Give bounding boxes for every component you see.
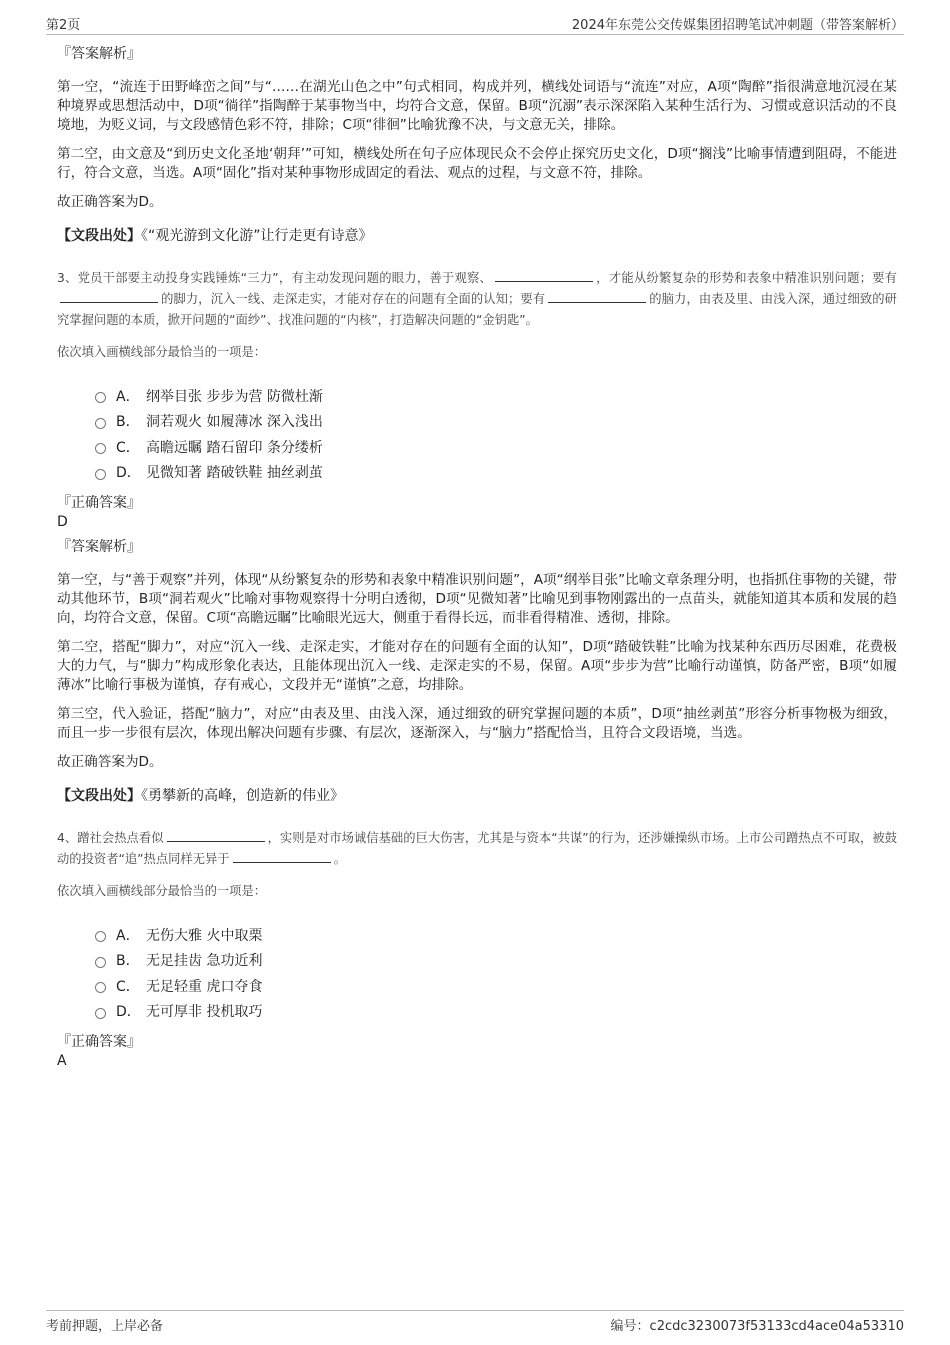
option-letter: C． <box>116 439 140 456</box>
source-label: 【文段出处】 <box>57 788 141 804</box>
q4-text-part: 4、蹭社会热点看似 <box>57 831 164 845</box>
q3-stem <box>57 268 897 331</box>
page-footer <box>46 1310 904 1333</box>
option-text: 无可厚非 投机取巧 <box>146 1004 263 1021</box>
option-letter: C． <box>116 978 140 995</box>
q2-conclusion: 故正确答案为D。 <box>57 194 163 210</box>
q4-options <box>95 922 897 1024</box>
fill-blank <box>167 829 265 842</box>
option-text: 无足轻重 虎口夺食 <box>146 978 263 995</box>
option-text: 洞若观火 如履薄冰 深入浅出 <box>146 414 323 431</box>
radio-icon[interactable] <box>95 469 106 480</box>
code-value: c2cdc3230073f53133cd4ace04a53310 <box>649 1319 904 1334</box>
radio-icon[interactable] <box>95 957 106 968</box>
q3-text-part: 的脚力，沉入一线、走深走实，才能对存在的问题有全面的认知；要有 <box>161 292 546 306</box>
page-number: 第2页 <box>46 18 81 33</box>
q4-option-d[interactable] <box>95 999 897 1025</box>
option-letter: B． <box>116 953 140 970</box>
code-label: 编号： <box>610 1319 650 1334</box>
option-text: 高瞻远瞩 踏石留印 条分缕析 <box>146 439 323 456</box>
q3-option-a[interactable] <box>95 383 897 409</box>
q3-conclusion: 故正确答案为D。 <box>57 754 163 770</box>
q2-source <box>57 226 897 246</box>
q4-answer: A <box>57 1053 67 1069</box>
q3-analysis-paragraph-2: 第二空，搭配“脚力”，对应“沉入一线、走深走实，才能对存在的问题有全面的认知”，D项“踏破铁鞋”比喻为找某种东西历尽困难，花费极大的力气，与“脚力”构成形象化表达，且能体现出沉入一线、走深走实的不易，保留。A项“步步为营”比喻行动谨慎，防备严密，B项“如履薄冰”比喻行事极为谨慎，存有戒心，文段并无“谨慎”之意，均排除。 <box>57 639 897 693</box>
q4-option-c[interactable] <box>95 973 897 999</box>
q3-analysis-paragraph-3: 第三空，代入验证，搭配“脑力”，对应“由表及里、由浅入深，通过细致的研究掌握问题的本质”，D项“抽丝剥茧”形容分析事物极为细致，而且一步一步很有层次，体现出解决问题有步骤、有层次，逐渐深入，与“脑力”搭配恰当，且符合文段语境，当选。 <box>57 706 897 741</box>
page-content <box>57 44 897 1076</box>
fill-blank <box>233 850 331 863</box>
radio-icon[interactable] <box>95 443 106 454</box>
q3-options <box>95 383 897 485</box>
radio-icon[interactable] <box>95 931 106 942</box>
option-text: 见微知著 踏破铁鞋 抽丝剥茧 <box>146 465 323 482</box>
q3-analysis-paragraph-1: 第一空，与“善于观察”并列，体现“从纷繁复杂的形势和表象中精准识别问题”，A项“纲举目张”比喻文章条理分明，也指抓住事物的关键，带动其他环节，B项“洞若观火”比喻对事物观察得十分明白透彻，D项“见微知著”比喻见到事物刚露出的一点苗头，就能知道其本质和发展的趋向，均符合文意，保留。C项“高瞻远瞩”比喻眼光远大，侧重于看得长远，而非看得精准、透彻，排除。 <box>57 572 897 626</box>
fill-blank <box>495 269 593 282</box>
q3-answer-heading: 『正确答案』 <box>57 495 141 511</box>
q3-analysis-heading: 『答案解析』 <box>57 539 141 555</box>
source-label: 【文段出处】 <box>57 228 141 244</box>
q4-option-a[interactable] <box>95 922 897 948</box>
q3-prompt: 依次填入画横线部分最恰当的一项是： <box>57 345 267 359</box>
document-title: 2024年东莞公交传媒集团招聘笔试冲刺题（带答案解析） <box>571 18 904 33</box>
fill-blank <box>548 290 646 303</box>
option-text: 无足挂齿 急功近利 <box>146 953 263 970</box>
source-title: 《“观光游到文化游”让行走更有诗意》 <box>141 228 373 244</box>
q3-text-part: 的脑力，由表及里、由浅入深，通过细致的研究掌握问题的本质，掀开问题的“面纱”、找准问题的“内核”，打造解决问题的“金钥匙”。 <box>57 292 897 327</box>
source-title: 《勇攀新的高峰，创造新的伟业》 <box>141 788 344 804</box>
option-letter: A． <box>116 388 140 405</box>
q3-option-c[interactable] <box>95 434 897 460</box>
q3-option-b[interactable] <box>95 409 897 435</box>
q2-analysis-paragraph-2: 第二空，由文意及“到历史文化圣地‘朝拜’”可知，横线处所在句子应体现民众不会停止探究历史文化，D项“搁浅”比喻事情遭到阻碍，不能进行，符合文意，当选。A项“固化”指对某种事物形成固定的看法、观点的过程，与文意不符，排除。 <box>57 146 897 181</box>
q4-text-part: 。 <box>333 852 346 866</box>
footer-slogan: 考前押题，上岸必备 <box>46 1319 164 1334</box>
radio-icon[interactable] <box>95 1008 106 1019</box>
option-text: 纲举目张 步步为营 防微杜渐 <box>146 388 323 405</box>
q3-text-part: 3、党员干部要主动投身实践锤炼“三力”，有主动发现问题的眼力，善于观察、 <box>57 271 493 285</box>
q2-analysis-heading: 『答案解析』 <box>57 46 141 62</box>
q4-option-b[interactable] <box>95 948 897 974</box>
page-header <box>46 12 904 35</box>
option-letter: B． <box>116 414 140 431</box>
q4-answer-heading: 『正确答案』 <box>57 1034 141 1050</box>
q3-source <box>57 786 897 806</box>
radio-icon[interactable] <box>95 392 106 403</box>
q4-text-part: ，实则是对市场诚信基础的巨大伤害，尤其是与资本“共谋”的行为，还涉嫌操纵市场。上市公司蹭热点不可取，被鼓动的投资者“追”热点同样无异于 <box>57 831 897 866</box>
q4-prompt: 依次填入画横线部分最恰当的一项是： <box>57 884 267 898</box>
q3-answer: D <box>57 514 68 530</box>
option-letter: A． <box>116 927 140 944</box>
fill-blank <box>60 290 158 303</box>
q4-stem <box>57 828 897 870</box>
radio-icon[interactable] <box>95 982 106 993</box>
q2-analysis-paragraph-1: 第一空，“流连于田野峰峦之间”与“……在湖光山色之中”句式相同，构成并列，横线处词语与“流连”对应，A项“陶醉”指很满意地沉浸在某种境界或思想活动中，D项“徜徉”指陶醉于某事物当中，均符合文意，保留。B项“沉溺”表示深深陷入某种生活行为、习惯或意识活动的不良境地，为贬义词，与文段感情色彩不符，排除；C项“徘徊”比喻犹豫不决，与文意无关，排除。 <box>57 79 897 133</box>
option-letter: D． <box>116 1004 141 1021</box>
option-text: 无伤大雅 火中取栗 <box>146 927 263 944</box>
q3-text-part: ，才能从纷繁复杂的形势和表象中精准识别问题；要有 <box>596 271 897 285</box>
q3-option-d[interactable] <box>95 460 897 486</box>
radio-icon[interactable] <box>95 418 106 429</box>
option-letter: D． <box>116 465 141 482</box>
footer-code <box>611 1315 904 1334</box>
